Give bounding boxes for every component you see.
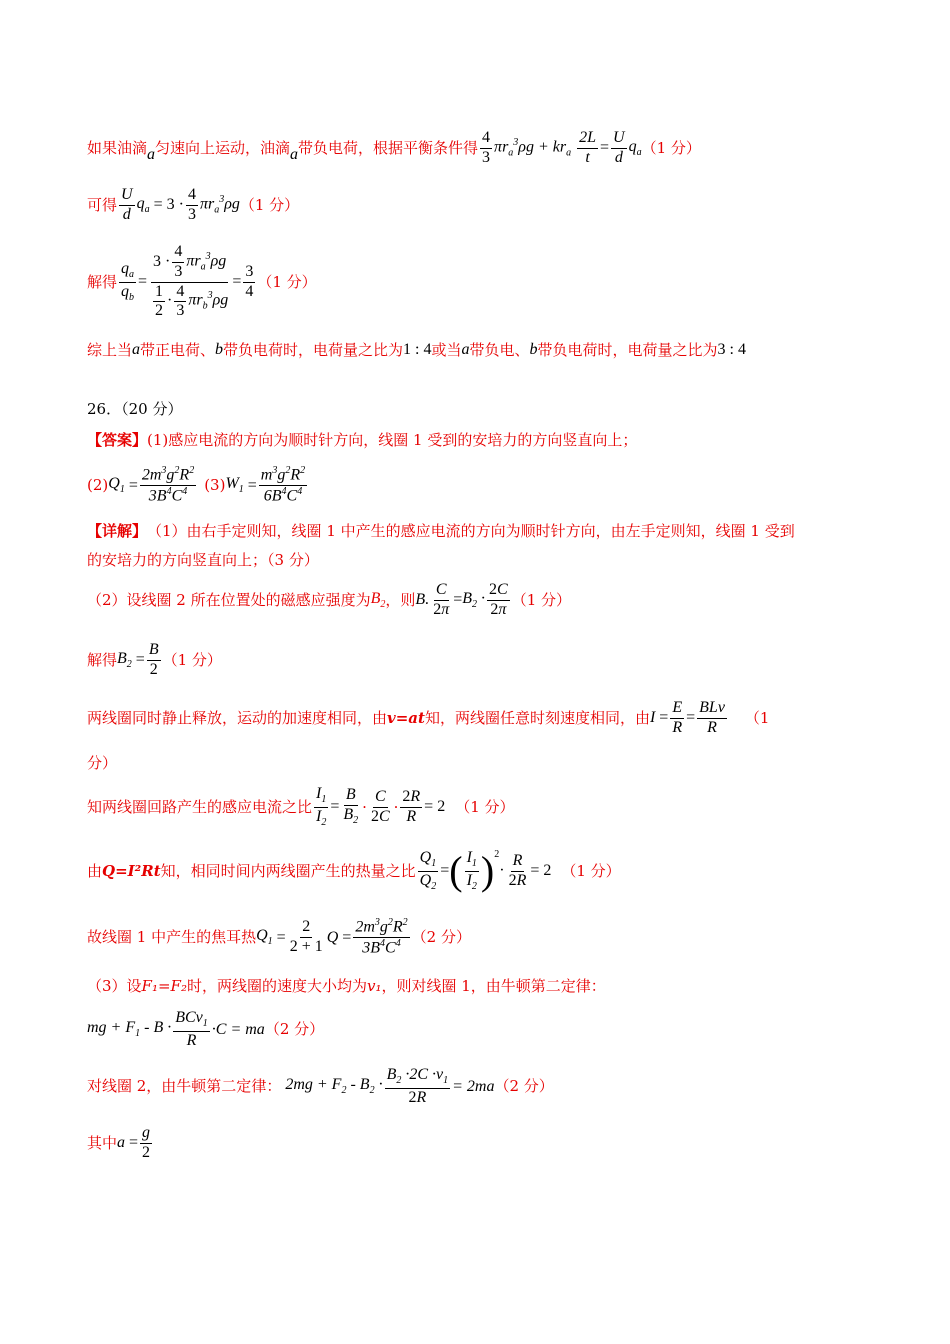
formula: = 2 bbox=[424, 798, 446, 816]
question-number bbox=[87, 402, 182, 417]
answer-text: (1)感应电流的方向为顺时针方向，线圈 1 受到的安培力的方向竖直向上； bbox=[147, 431, 638, 449]
formula: $W_1$ bbox=[225, 475, 244, 496]
line-b2 bbox=[87, 582, 571, 619]
text: 带负电、 bbox=[469, 340, 530, 359]
formula: ) bbox=[480, 848, 495, 894]
detail-line bbox=[87, 524, 795, 539]
formula: $\frac{B}{2}$ bbox=[148, 641, 159, 678]
formula: $\frac{C}{2C}$ bbox=[370, 787, 390, 825]
formula: = bbox=[600, 139, 610, 157]
formula: $\frac{U}{d}$ bbox=[121, 186, 133, 223]
score: （1 分） bbox=[511, 590, 572, 609]
score: （2 分） bbox=[264, 1020, 325, 1039]
formula: $\frac{2C}{2\pi}$ bbox=[489, 581, 508, 618]
line-current bbox=[87, 700, 769, 737]
detail-text: （1）由右手定则知，线圈 1 中产生的感应电流的方向为顺时针方向，由左手定则知，线圈 1 受到 bbox=[147, 522, 795, 540]
formula: $\frac{I_1}{I_2}$ bbox=[466, 849, 477, 892]
detail-text: 的安培力的方向竖直向上；（3 分） bbox=[87, 551, 319, 569]
formula: = bbox=[453, 591, 463, 609]
text: 知两线圈回路产生的感应电流之比 bbox=[87, 797, 313, 816]
formula: $2mg + F_2 - B_2$ · bbox=[281, 1076, 383, 1097]
text: 知，相同时间内两线圈产生的热量之比 bbox=[160, 861, 416, 880]
formula: $\frac{2m^3g^2R^2}{3B^4C^4}$ bbox=[141, 465, 195, 505]
score: （1 分） bbox=[561, 861, 621, 880]
text: （2）设线圈 2 所在位置处的磁感应强度为 bbox=[87, 590, 371, 609]
answer-line bbox=[87, 433, 637, 448]
score: （1 分） bbox=[162, 650, 222, 669]
formula: mg + $F_1$ - B · bbox=[87, 1019, 172, 1040]
formula: $\frac{3}{4}$ bbox=[245, 262, 254, 300]
formula: $\frac{\text{BLv}}{R}$ bbox=[699, 699, 725, 736]
ratio: 1 : 4 bbox=[403, 341, 432, 358]
var-a: a bbox=[290, 146, 299, 164]
formula: $\frac{Q_1}{Q_2}$ bbox=[419, 849, 437, 892]
formula: = bbox=[232, 273, 242, 291]
formula: = bbox=[125, 1134, 139, 1152]
line-newton-2 bbox=[87, 1067, 554, 1106]
formula: $\frac{4}{3}$ bbox=[482, 129, 491, 166]
text: 分） bbox=[87, 754, 118, 772]
line-solve-b2 bbox=[87, 642, 222, 679]
text: (3) bbox=[204, 476, 226, 495]
score: （2 分） bbox=[494, 1077, 554, 1096]
formula: $\frac{m^3g^2R^2}{6B^4C^4}$ bbox=[260, 465, 306, 505]
line-ratio bbox=[87, 244, 317, 320]
formula: $\frac{4}{3}$ bbox=[187, 186, 196, 223]
formula: · bbox=[499, 862, 505, 880]
formula: $\frac{U}{d}$ bbox=[613, 129, 625, 166]
score: （1 分） bbox=[455, 797, 515, 816]
formula: $Q_1$ bbox=[256, 927, 273, 948]
score: （1 分） bbox=[641, 138, 701, 157]
answer-tag: 【答案】 bbox=[87, 431, 148, 449]
line-joule-heat bbox=[87, 918, 471, 957]
detail-line-2 bbox=[87, 553, 319, 568]
formula: = 3 · bbox=[149, 196, 184, 214]
text: ，则对线圈 1，由牛顿第二定律： bbox=[381, 977, 606, 995]
formula: $Q_1$ bbox=[108, 475, 125, 496]
formula: = bbox=[655, 709, 669, 727]
formula: F₁=F₂ bbox=[141, 977, 187, 995]
score: （1 bbox=[744, 708, 770, 727]
line-acceleration bbox=[87, 1125, 154, 1162]
formula: = bbox=[131, 651, 145, 669]
text: 时，两线圈的速度大小均为 bbox=[186, 977, 367, 995]
formula: = bbox=[440, 862, 450, 880]
formula: $\frac{C}{2\pi}$ bbox=[433, 581, 450, 618]
line-newton-1 bbox=[87, 1010, 324, 1049]
formula: $\frac{2L}{t}$ bbox=[579, 129, 597, 166]
text: 故线圈 1 中产生的焦耳热 bbox=[87, 928, 257, 947]
formula: = bbox=[243, 476, 257, 494]
formula: $\pi r_a^3\rho g + kr_a$ bbox=[494, 137, 572, 159]
formula: = bbox=[272, 928, 286, 946]
formula: $\frac{B}{B_2}$ bbox=[343, 786, 359, 827]
formula: I bbox=[649, 709, 656, 727]
score: （1 分） bbox=[239, 195, 300, 214]
text: ，则 bbox=[385, 590, 416, 609]
text: 由 bbox=[87, 861, 103, 880]
formula: 3 · $\frac{4}{3}$ $\pi r_a^3\rho g$ $\frac{1}{2}$ · $\frac{4}{3}$ $\pi r_b^3\rho g$ bbox=[153, 243, 229, 320]
formula: B. bbox=[415, 591, 430, 609]
formula: $q_a$ bbox=[628, 137, 642, 158]
ratio: 3 : 4 bbox=[717, 341, 746, 358]
formula: ( bbox=[449, 848, 463, 894]
answer-formulas bbox=[87, 466, 309, 505]
formula: $\frac{E}{R}$ bbox=[672, 699, 683, 736]
formula: = bbox=[138, 273, 148, 291]
line-current-ratio: 知两线圈回路产生的感应电流之比 $\frac{I_1}{I_2}$ = $\frac{B}{B_2}$ · $\frac{C}{2C}$ · $\frac{2R}{R}$ = 2 （1 分） bbox=[87, 785, 515, 828]
text: 可得 bbox=[87, 195, 118, 214]
formula: $\frac{I_1}{I_2}$ bbox=[316, 785, 327, 828]
line-heat-ratio bbox=[87, 850, 621, 892]
question-title: 26．（20 分） bbox=[87, 400, 183, 418]
formula: $\frac{BCv_1}{R}$ bbox=[175, 1009, 208, 1049]
line-summary bbox=[87, 342, 746, 358]
line-balance-condition bbox=[87, 130, 701, 167]
formula: = bbox=[330, 798, 340, 816]
formula: $\pi r_a^3\rho g$ bbox=[199, 194, 240, 216]
formula: ·C = ma bbox=[211, 1020, 265, 1038]
formula: $\frac{B_2 \cdot 2C \cdot v_1}{2R}$ bbox=[386, 1066, 449, 1106]
formula: a bbox=[117, 1134, 126, 1152]
formula: Q bbox=[326, 928, 339, 946]
text: 带正电荷、 bbox=[140, 340, 216, 359]
formula: $B_2$ · bbox=[462, 589, 486, 610]
text: 两线圈同时静止释放，运动的加速度相同，由 bbox=[87, 708, 388, 727]
formula: $\frac{2}{2 + 1}$ bbox=[289, 918, 323, 956]
formula: $\frac{2m^3g^2R^2}{3B^4C^4}$ bbox=[355, 917, 408, 957]
text: 其中 bbox=[87, 1133, 118, 1152]
text: 对线圈 2，由牛顿第二定律： bbox=[87, 1077, 282, 1096]
formula: 2 bbox=[494, 849, 500, 861]
formula: $\frac{q_a}{q_b}$ bbox=[121, 259, 135, 303]
formula: v=at bbox=[387, 708, 425, 727]
text: 如果油滴 bbox=[87, 138, 148, 157]
formula: Q=I²Rt bbox=[102, 861, 161, 880]
formula: $\frac{2R}{R}$ bbox=[402, 787, 421, 825]
formula: = 2ma bbox=[452, 1077, 495, 1095]
text: （3）设 bbox=[87, 977, 142, 995]
var-b2: $B_2$ bbox=[370, 589, 386, 610]
text: 带负电荷，根据平衡条件得 bbox=[298, 138, 479, 157]
text: 带负电荷时，电荷量之比为 bbox=[537, 340, 718, 359]
var-b: b bbox=[215, 341, 224, 358]
detail-tag: 【详解】 bbox=[87, 522, 148, 540]
text: 带负电荷时，电荷量之比为 bbox=[223, 340, 404, 359]
score: （2 分） bbox=[411, 928, 471, 947]
formula: $\frac{R}{2R}$ bbox=[508, 851, 527, 889]
score: （1 分） bbox=[257, 272, 317, 291]
var-a: a bbox=[461, 341, 470, 358]
formula: $B_2$ bbox=[117, 649, 132, 670]
line-current-cont bbox=[87, 756, 117, 771]
text: 解得 bbox=[87, 272, 118, 291]
text: 匀速向上运动，油滴 bbox=[155, 138, 291, 157]
var-a: a bbox=[147, 146, 156, 164]
formula: = bbox=[124, 476, 138, 494]
text: 解得 bbox=[87, 650, 118, 669]
formula: = bbox=[338, 928, 352, 946]
formula: $q_a$ bbox=[136, 194, 150, 215]
line-part3 bbox=[87, 979, 606, 994]
formula: = 2 bbox=[530, 862, 552, 880]
text: (2) bbox=[87, 476, 109, 495]
line-result bbox=[87, 187, 299, 224]
text: 知，两线圈任意时刻速度相同，由 bbox=[424, 708, 650, 727]
formula: = bbox=[686, 709, 696, 727]
formula: $\frac{g}{2}$ bbox=[142, 1124, 151, 1161]
var-a: a bbox=[132, 341, 141, 358]
var-b: b bbox=[529, 341, 538, 358]
formula: v₁ bbox=[366, 977, 382, 995]
text: 或当 bbox=[431, 340, 462, 359]
text: 综上当 bbox=[87, 340, 133, 359]
